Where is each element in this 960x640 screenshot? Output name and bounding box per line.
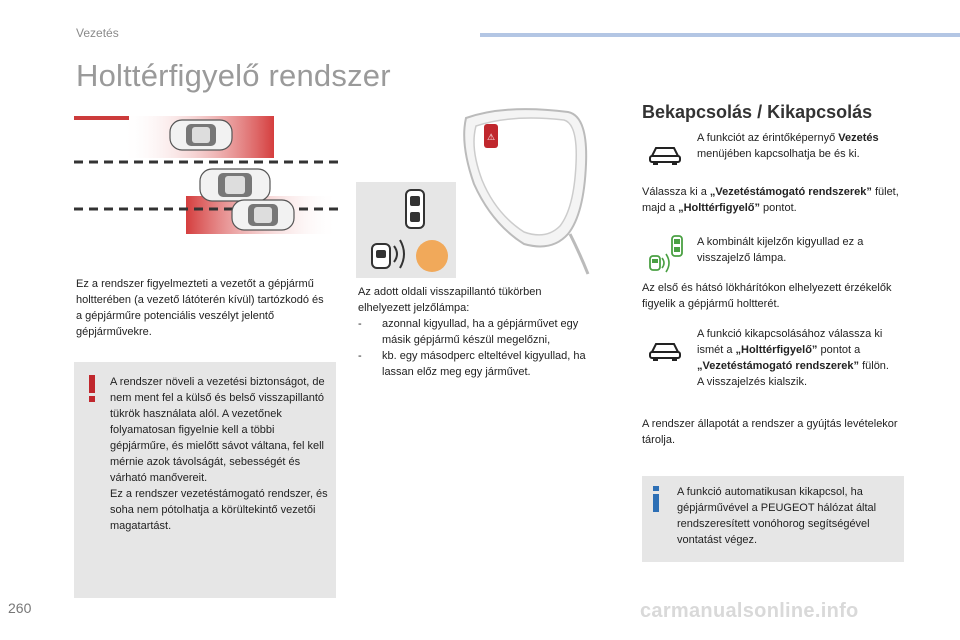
car-bottom — [232, 200, 294, 230]
warning-text — [110, 374, 332, 534]
warning-exclamation-icon — [86, 375, 98, 403]
orange-indicator-light — [416, 240, 448, 272]
mirror-item-text: kb. egy másodperc elteltével kigyullad, ha lassan előz meg egy járművet. — [382, 350, 586, 378]
mirror-list-item — [358, 348, 590, 380]
car-front-icon — [648, 144, 682, 166]
text-run: fülön. — [859, 360, 889, 372]
text-run: Válassza ki a — [642, 186, 710, 198]
warning-line-2: Ez a rendszer vezetéstámogató rendszer, és soha nem pótolhatja a körültekintő vezetői magatartást. — [110, 488, 328, 532]
memory-text: A rendszer állapotát a rendszer a gyújtás levételekor tárolja. — [642, 418, 898, 446]
deactivate-text — [697, 326, 909, 390]
car-front-icon — [648, 340, 682, 362]
intro-paragraph: Ez a rendszer figyelmezteti a vezetőt a gépjármű holtterében (a vezető látóterén kívül) tartózkodó és a gépjárműre potenciális veszélyt jelentő gépjárművekre. — [76, 278, 324, 338]
blind-spot-indicator-icon — [646, 234, 692, 274]
display-text: A kombinált kijelzőn kigyullad ez a visszajelző lámpa. — [697, 236, 864, 264]
text-run: menüjében kapcsolhatja be és ki. — [697, 148, 860, 160]
text-run: pontot a — [817, 344, 861, 356]
menu-name: Vezetés — [838, 132, 879, 144]
mirror-lead-text: Az adott oldali visszapillantó tükörben elhelyezett jelzőlámpa: — [358, 286, 542, 314]
item-name: „Holttérfigyelő” — [735, 344, 818, 356]
page-title: Holttérfigyelő rendszer — [76, 58, 391, 93]
mirror-list-item — [358, 316, 590, 348]
deactivate-line-1 — [697, 326, 909, 374]
select-tab-text — [642, 184, 904, 216]
tab-name: „Vezetéstámogató rendszerek” — [709, 186, 872, 198]
touchscreen-text — [697, 130, 909, 162]
text-run: pontot. — [759, 202, 797, 214]
page-number: 260 — [8, 600, 32, 616]
info-text: A funkció automatikusan kikapcsol, ha gépjárművével a PEUGEOT hálózat által rendszeresített vonóhorog segítségével vontatást végez. — [677, 486, 877, 546]
info-icon — [652, 486, 660, 512]
svg-text:⚠: ⚠ — [486, 133, 496, 143]
text-run: fület, majd a — [642, 186, 899, 214]
tab-name: „Vezetéstámogató rendszerek” — [697, 360, 860, 372]
list-dash: - — [358, 350, 362, 362]
mirror-description — [358, 284, 590, 380]
section-title: Bekapcsolás / Kikapcsolás — [642, 102, 873, 122]
car-middle — [200, 169, 270, 201]
car-top — [170, 120, 232, 150]
list-dash: - — [358, 318, 362, 330]
mirror-illustration — [356, 104, 590, 278]
sensors-text: Az első és hátsó lökhárítókon elhelyezett érzékelők figyelik a gépjármű holtterét. — [642, 282, 892, 310]
section-header: Vezetés — [76, 26, 119, 40]
text-run: A funkció kikapcsolásához válassza ki ismét a — [697, 328, 883, 356]
deactivate-line-2: A visszajelzés kialszik. — [697, 376, 808, 388]
warning-line-1: A rendszer növeli a vezetési biztonságot, de nem ment fel a külső és belső visszapillantó tükrök használata alól. A vezetőnek folyamatosan figyelnie kell a többi gépjárműre, és mielőtt sávot váltana, fel kell mérnie azok távolságát, sebességét és várható manővereit. — [110, 376, 325, 484]
watermark: carmanualsonline.info — [640, 600, 859, 622]
mirror-item-text: azonnal kigyullad, ha a gépjárművet egy másik gépjármű készül megelőzni, — [382, 318, 579, 346]
blind-spot-cars-illustration — [74, 112, 338, 238]
text-run: A funkciót az érintőképernyő — [697, 132, 839, 144]
header-rule — [480, 33, 960, 37]
item-name: „Holttérfigyelő” — [678, 202, 760, 214]
